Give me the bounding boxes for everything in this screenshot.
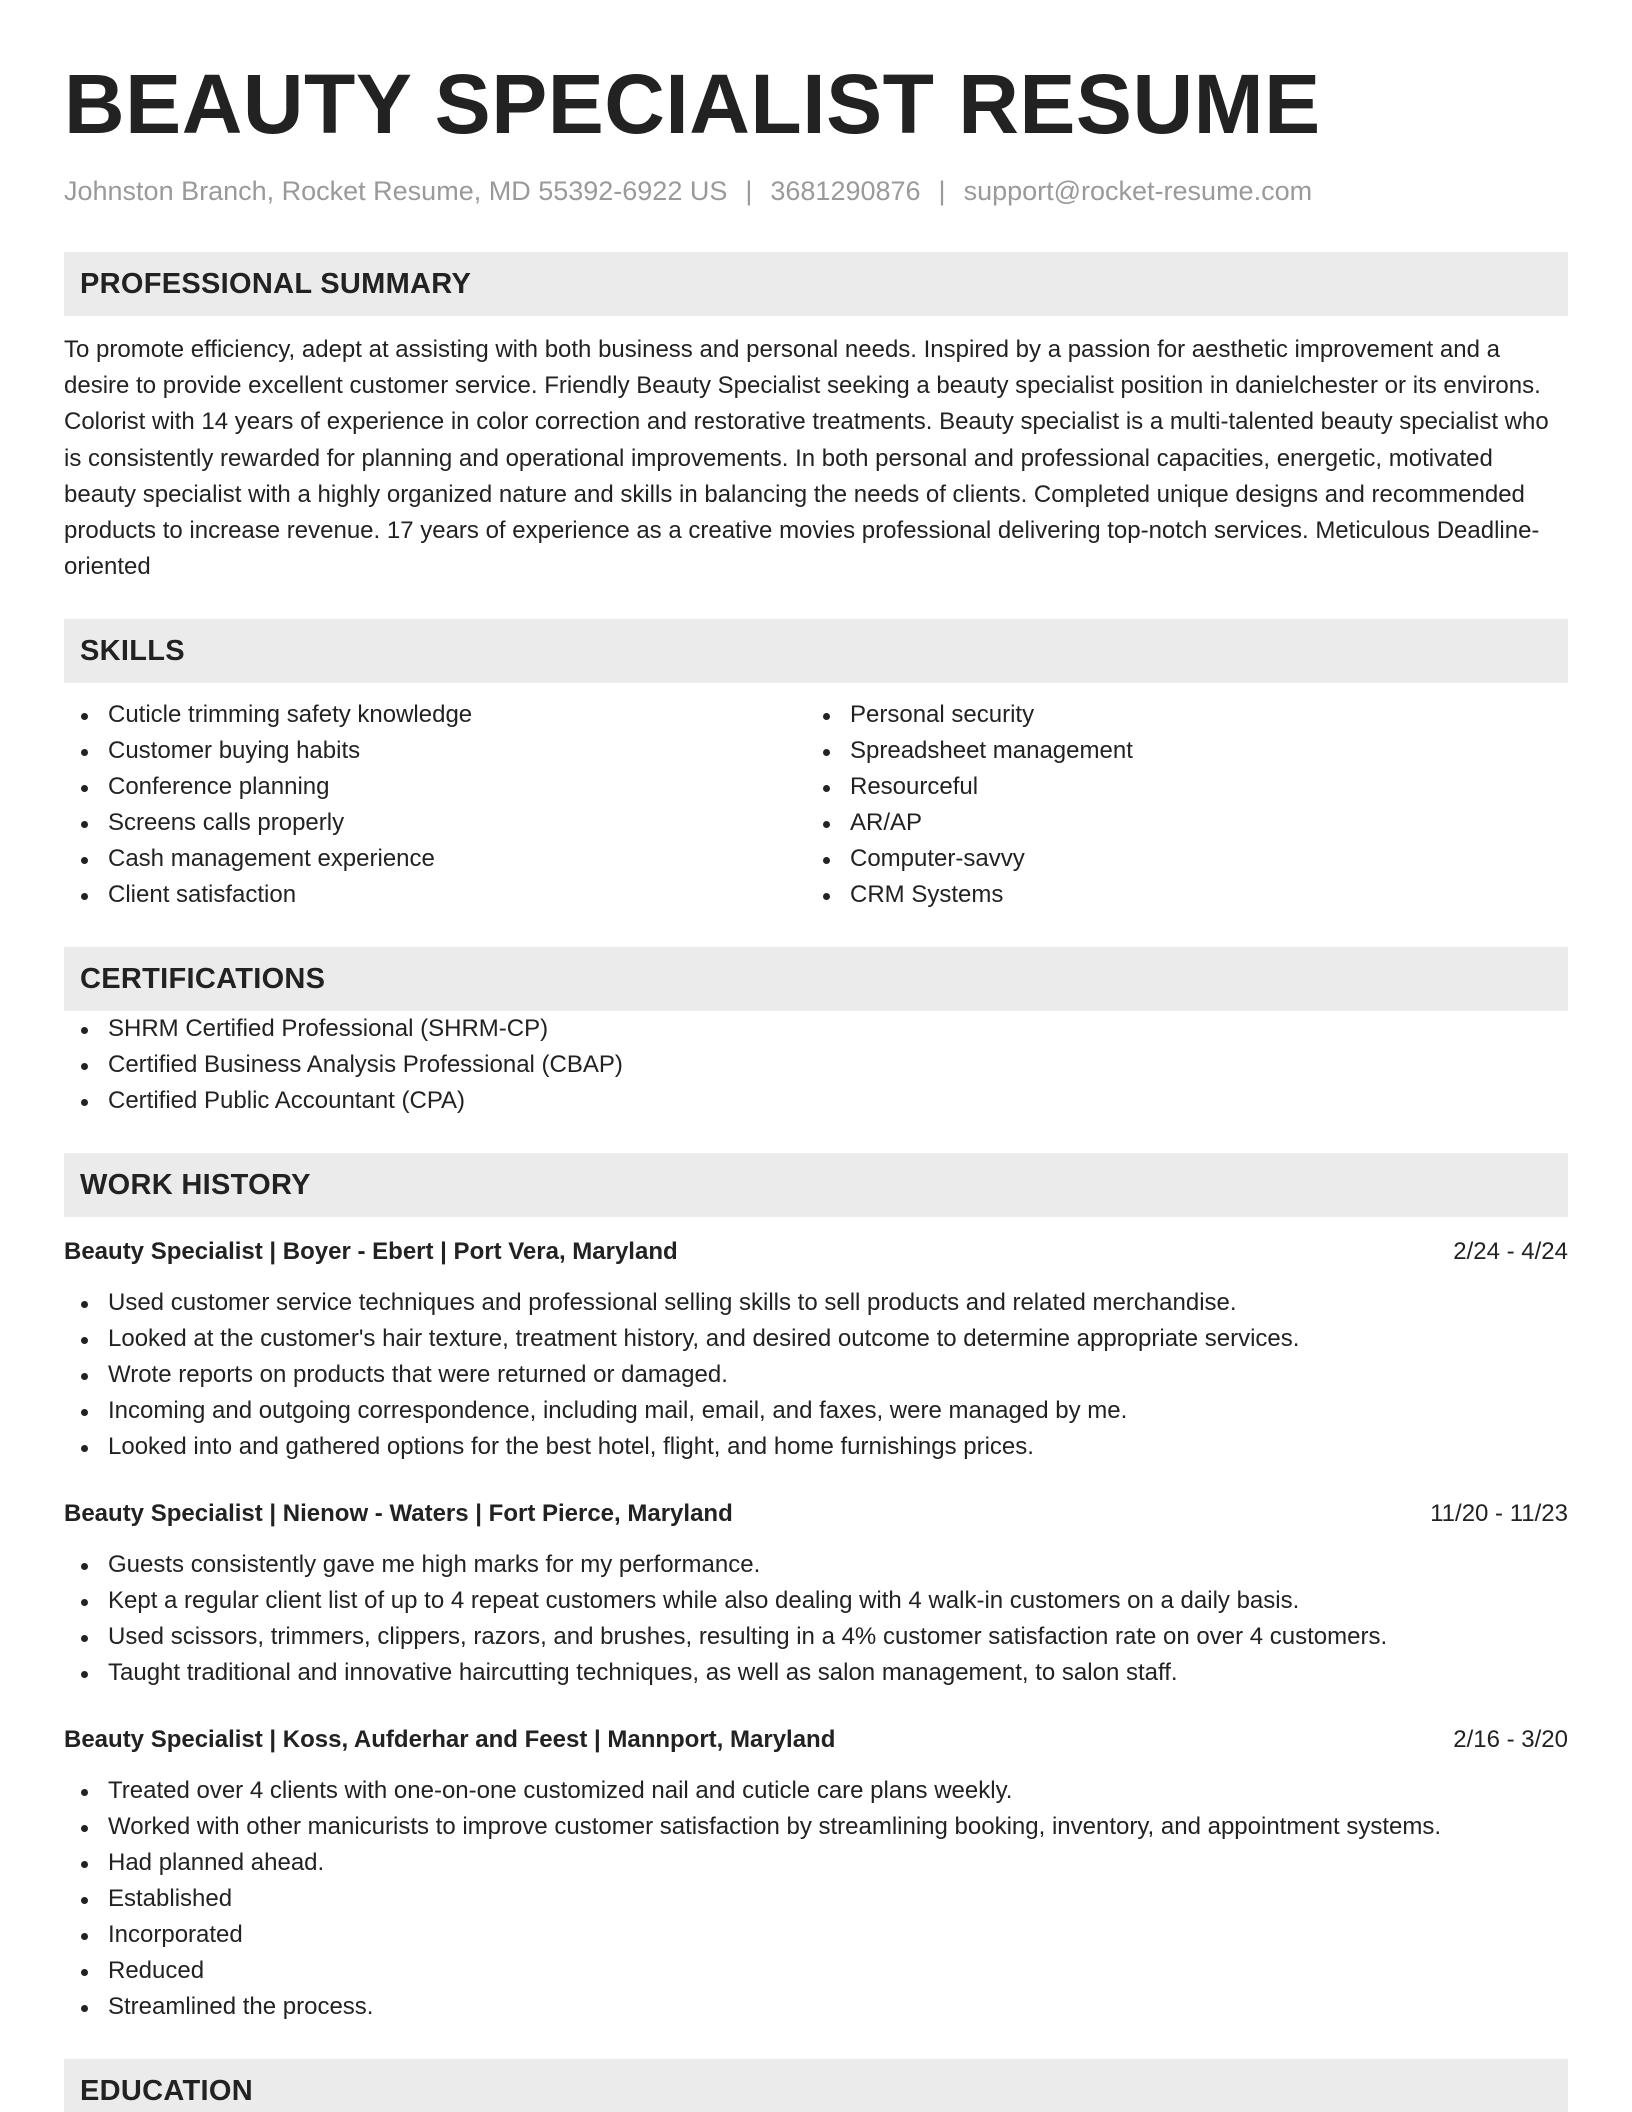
job-header <box>64 1497 1568 1531</box>
job-header <box>64 1723 1568 1757</box>
job-bullet: Wrote reports on products that were returned or damaged. <box>64 1357 1568 1393</box>
job-dates: 11/20 - 11/23 <box>1430 1500 1568 1528</box>
section-header-work-history: WORK HISTORY <box>64 1153 1568 1217</box>
skill-item: Client satisfaction <box>64 877 806 913</box>
skills-list-right <box>806 697 1548 913</box>
skill-item: Computer-savvy <box>806 841 1548 877</box>
section-header-education: EDUCATION <box>64 2059 1568 2112</box>
job-title: Beauty Specialist | Koss, Aufderhar and Feest | Mannport, Maryland <box>64 1726 836 1754</box>
contact-separator: | <box>938 176 946 206</box>
certification-item: Certified Public Accountant (CPA) <box>64 1083 1568 1119</box>
contact-line <box>64 174 1568 208</box>
job-bullet: Reduced <box>64 1953 1568 1989</box>
job-bullet: Worked with other manicurists to improve customer satisfaction by streamlining booking, inventory, and appointment systems. <box>64 1809 1568 1845</box>
job-bullet: Kept a regular client list of up to 4 repeat customers while also dealing with 4 walk-in customers on a daily basis. <box>64 1583 1568 1619</box>
job-entry <box>64 1723 1568 2025</box>
certification-item: SHRM Certified Professional (SHRM-CP) <box>64 1011 1568 1047</box>
contact-separator: | <box>745 176 753 206</box>
job-bullet: Looked at the customer's hair texture, treatment history, and desired outcome to determine appropriate services. <box>64 1321 1568 1357</box>
job-bullets <box>64 1547 1568 1691</box>
job-bullet: Used customer service techniques and professional selling skills to sell products and related merchandise. <box>64 1285 1568 1321</box>
job-bullet: Taught traditional and innovative haircutting techniques, as well as salon management, to salon staff. <box>64 1655 1568 1691</box>
skill-item: Cuticle trimming safety knowledge <box>64 697 806 733</box>
summary-text: To promote efficiency, adept at assisting with both business and personal needs. Inspired by a passion for aesthetic improvement and a desire to provide excellent customer service. Friendly Beauty Specialist seeking a beauty specialist position in danielchester or its environs. Colorist with 14 years of experience in color correction and restorative treatments. Beauty specialist is a multi-talented beauty specialist who is consistently rewarded for planning and operational improvements. In both personal and professional capacities, energetic, motivated beauty specialist with a highly organized nature and skills in balancing the needs of clients. Completed unique designs and recommended products to increase revenue. 17 years of experience as a creative movies professional delivering top-notch services. Meticulous Deadline-oriented <box>64 336 1549 581</box>
skill-item: Screens calls properly <box>64 805 806 841</box>
job-bullet: Had planned ahead. <box>64 1845 1568 1881</box>
skill-item: CRM Systems <box>806 877 1548 913</box>
skills-list-left <box>64 697 806 913</box>
contact-phone: 3681290876 <box>770 176 921 206</box>
job-title: Beauty Specialist | Nienow - Waters | Fort Pierce, Maryland <box>64 1500 733 1528</box>
certifications-list <box>64 1011 1568 1119</box>
job-bullet: Looked into and gathered options for the best hotel, flight, and home furnishings prices. <box>64 1429 1568 1465</box>
job-dates: 2/24 - 4/24 <box>1453 1238 1568 1266</box>
skill-item: Conference planning <box>64 769 806 805</box>
job-bullet: Guests consistently gave me high marks for my performance. <box>64 1547 1568 1583</box>
job-entry <box>64 1497 1568 1691</box>
skill-item: Cash management experience <box>64 841 806 877</box>
resume-title: BEAUTY SPECIALIST RESUME <box>64 57 1321 151</box>
contact-address: Johnston Branch, Rocket Resume, MD 55392-6922 US <box>64 176 728 206</box>
job-dates: 2/16 - 3/20 <box>1453 1726 1568 1754</box>
job-bullet: Incoming and outgoing correspondence, including mail, email, and faxes, were managed by me. <box>64 1393 1568 1429</box>
job-bullet: Established <box>64 1881 1568 1917</box>
section-header-certifications: CERTIFICATIONS <box>64 947 1568 1011</box>
skill-item: Spreadsheet management <box>806 733 1548 769</box>
job-header <box>64 1235 1568 1269</box>
job-bullets <box>64 1285 1568 1465</box>
job-bullet: Used scissors, trimmers, clippers, razors, and brushes, resulting in a 4% customer satisfaction rate on over 4 customers. <box>64 1619 1568 1655</box>
certification-item: Certified Business Analysis Professional (CBAP) <box>64 1047 1568 1083</box>
job-bullets <box>64 1773 1568 2025</box>
job-bullet: Incorporated <box>64 1917 1568 1953</box>
job-bullet: Streamlined the process. <box>64 1989 1568 2025</box>
job-title: Beauty Specialist | Boyer - Ebert | Port Vera, Maryland <box>64 1238 678 1266</box>
skill-item: Personal security <box>806 697 1548 733</box>
skill-item: Customer buying habits <box>64 733 806 769</box>
skill-item: Resourceful <box>806 769 1548 805</box>
section-header-summary: PROFESSIONAL SUMMARY <box>64 252 1568 316</box>
section-header-skills: SKILLS <box>64 619 1568 683</box>
skill-item: AR/AP <box>806 805 1548 841</box>
skills-grid <box>64 697 1568 913</box>
job-bullet: Treated over 4 clients with one-on-one customized nail and cuticle care plans weekly. <box>64 1773 1568 1809</box>
contact-email: support@rocket-resume.com <box>963 176 1313 206</box>
job-entry <box>64 1235 1568 1465</box>
